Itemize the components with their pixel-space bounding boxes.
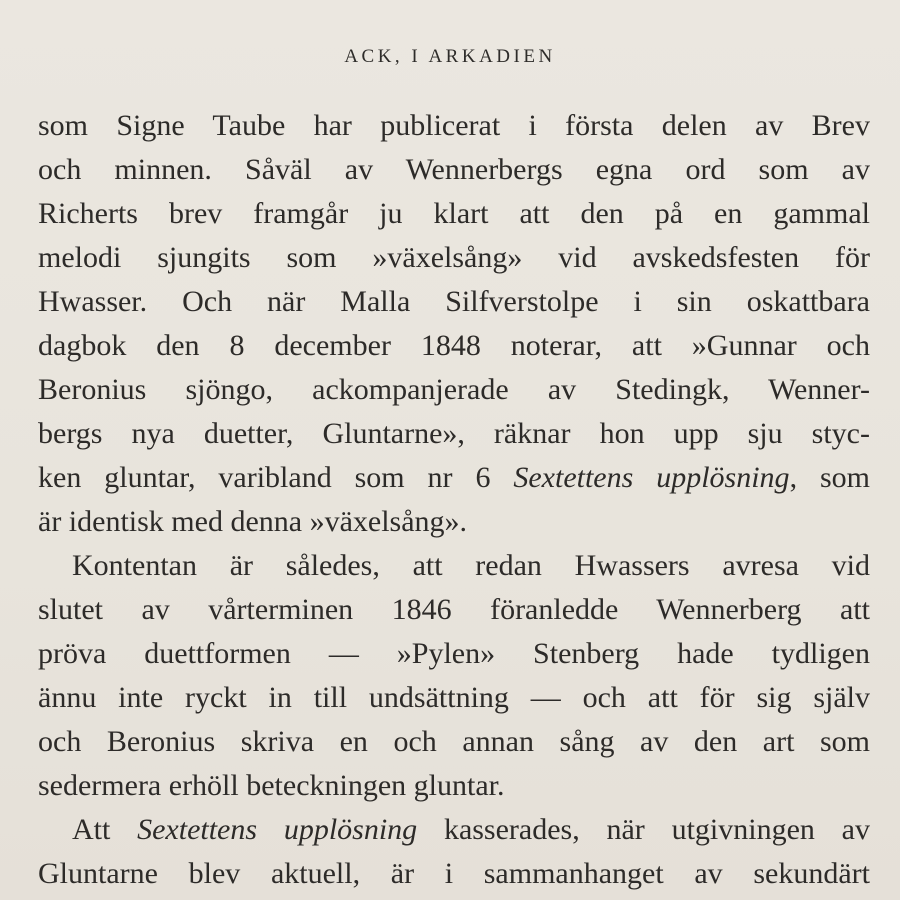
text-line: och Beronius skriva en och annan sång av den art som: [38, 725, 870, 758]
text-line: Hwasser. Och när Malla Silfverstolpe i sin oskattbara: [38, 285, 870, 318]
text-line: ännu inte ryckt in till undsättning — och att för sig själv: [38, 681, 870, 714]
text-line: är identisk med denna »växelsång».: [38, 505, 468, 538]
text-line: dagbok den 8 december 1848 noterar, att »Gunnar och: [38, 329, 870, 362]
text-line: Gluntarne blev aktuell, är i sammanhanget av sekundärt: [38, 857, 870, 890]
text-segment: kasserades, när utgivningen av: [417, 813, 870, 846]
text-segment: Att: [72, 813, 138, 846]
body-text: [38, 104, 870, 896]
text-line: sedermera erhöll beteckningen gluntar.: [38, 769, 505, 802]
paragraph-start-line-with-italic: [38, 808, 870, 852]
text-line: slutet av vårterminen 1846 föranledde Wennerberg att: [38, 593, 870, 626]
text-line: Beronius sjöngo, ackompanjerade av Stedingk, Wenner-: [38, 373, 870, 406]
text-line: som Signe Taube har publicerat i första delen av Brev: [38, 109, 870, 142]
text-segment: , som: [789, 461, 870, 494]
text-segment: ken gluntar, varibland som nr 6: [38, 461, 514, 494]
text-line: pröva duettformen — »Pylen» Stenberg hade tydligen: [38, 637, 870, 670]
running-head: ACK, I ARKADIEN: [344, 46, 556, 67]
italic-title: Sextettens upplösning: [513, 461, 790, 494]
paragraph-start-line: Kontentan är således, att redan Hwassers avresa vid: [72, 549, 870, 582]
text-line: Richerts brev framgår ju klart att den på en gammal: [38, 197, 870, 230]
text-line: melodi sjungits som »växelsång» vid avskedsfesten för: [38, 241, 870, 274]
text-line: bergs nya duetter, Gluntarne», räknar hon upp sju styc-: [38, 417, 870, 450]
text-line-with-italic: [38, 456, 870, 500]
italic-title: Sextettens upplösning: [137, 813, 418, 846]
text-line: och minnen. Såväl av Wennerbergs egna ord som av: [38, 153, 870, 186]
